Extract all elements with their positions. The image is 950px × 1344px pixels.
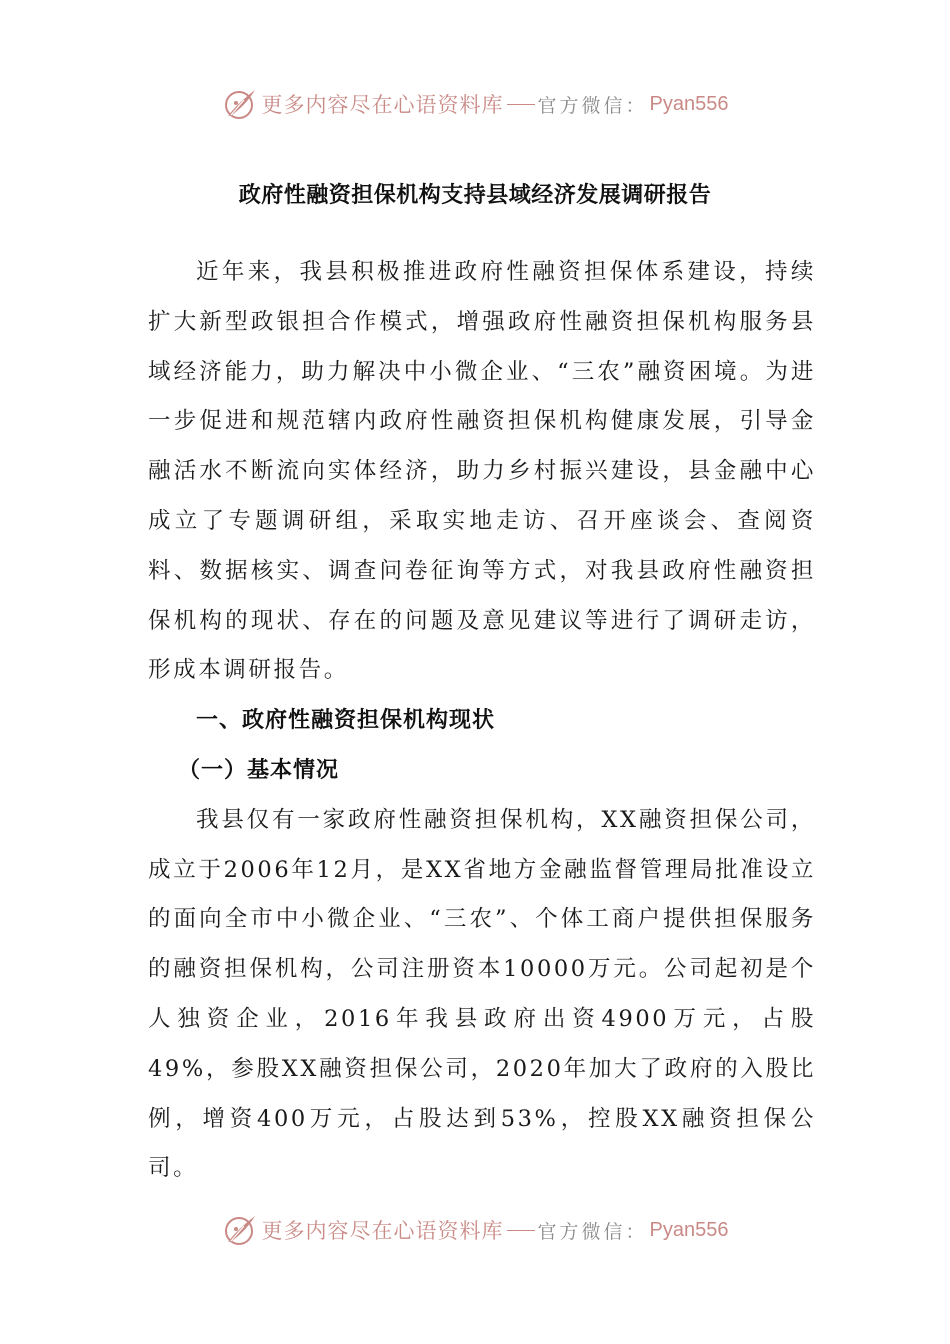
- watermark-brand-text: 更多内容尽在心语资料库: [261, 1219, 504, 1243]
- watermark-dash: [507, 104, 535, 105]
- section-heading: 一、政府性融资担保机构现状: [196, 708, 496, 734]
- document-body: [148, 248, 816, 1194]
- watermark-brand-text: 更多内容尽在心语资料库: [261, 93, 504, 117]
- document-title: 政府性融资担保机构支持县域经济发展调研报告: [238, 183, 712, 208]
- intro-paragraph: 近年来，我县积极推进政府性融资担保体系建设，持续扩大新型政银担合作模式，增强政府性融资担保机构服务县域经济能力，助力解决中小微企业、“三农”融资困境。为进一步促进和规范辖内政府性融资担保机构健康发展，引导金融活水不断流向实体经济，助力乡村振兴建设，县金融中心成立了专题调研组，采取实地走访、召开座谈会、查阅资料、数据核实、调查问卷征询等方式，对我县政府性融资担保机构的现状、存在的问题及意见建议等进行了调研走访，形成本调研报告。: [148, 259, 816, 684]
- footer-watermark: [0, 1210, 950, 1250]
- header-watermark: [0, 84, 950, 124]
- subsection-heading: （一）基本情况: [178, 757, 340, 783]
- watermark-official-label: 官方微信：: [537, 1220, 648, 1243]
- quill-logo-icon: [222, 1212, 258, 1248]
- watermark-wechat-id: Pyan556: [649, 92, 729, 115]
- watermark-official-label: 官方微信：: [537, 94, 648, 117]
- watermark-wechat-id: Pyan556: [649, 1218, 729, 1241]
- basic-info-paragraph: 我县仅有一家政府性融资担保机构，XX融资担保公司，成立于2006年12月，是XX省地方金融监督管理局批准设立的面向全市中小微企业、“三农”、个体工商户提供担保服务的融资担保机构，公司注册资本10000万元。公司起初是个人独资企业，2016年我县政府出资4900万元，占股49%，参股XX融资担保公司，2020年加大了政府的入股比例，增资400万元，占股达到53%，控股XX融资担保公司。: [148, 806, 816, 1182]
- quill-logo-icon: [222, 86, 258, 122]
- watermark-dash: [507, 1230, 535, 1231]
